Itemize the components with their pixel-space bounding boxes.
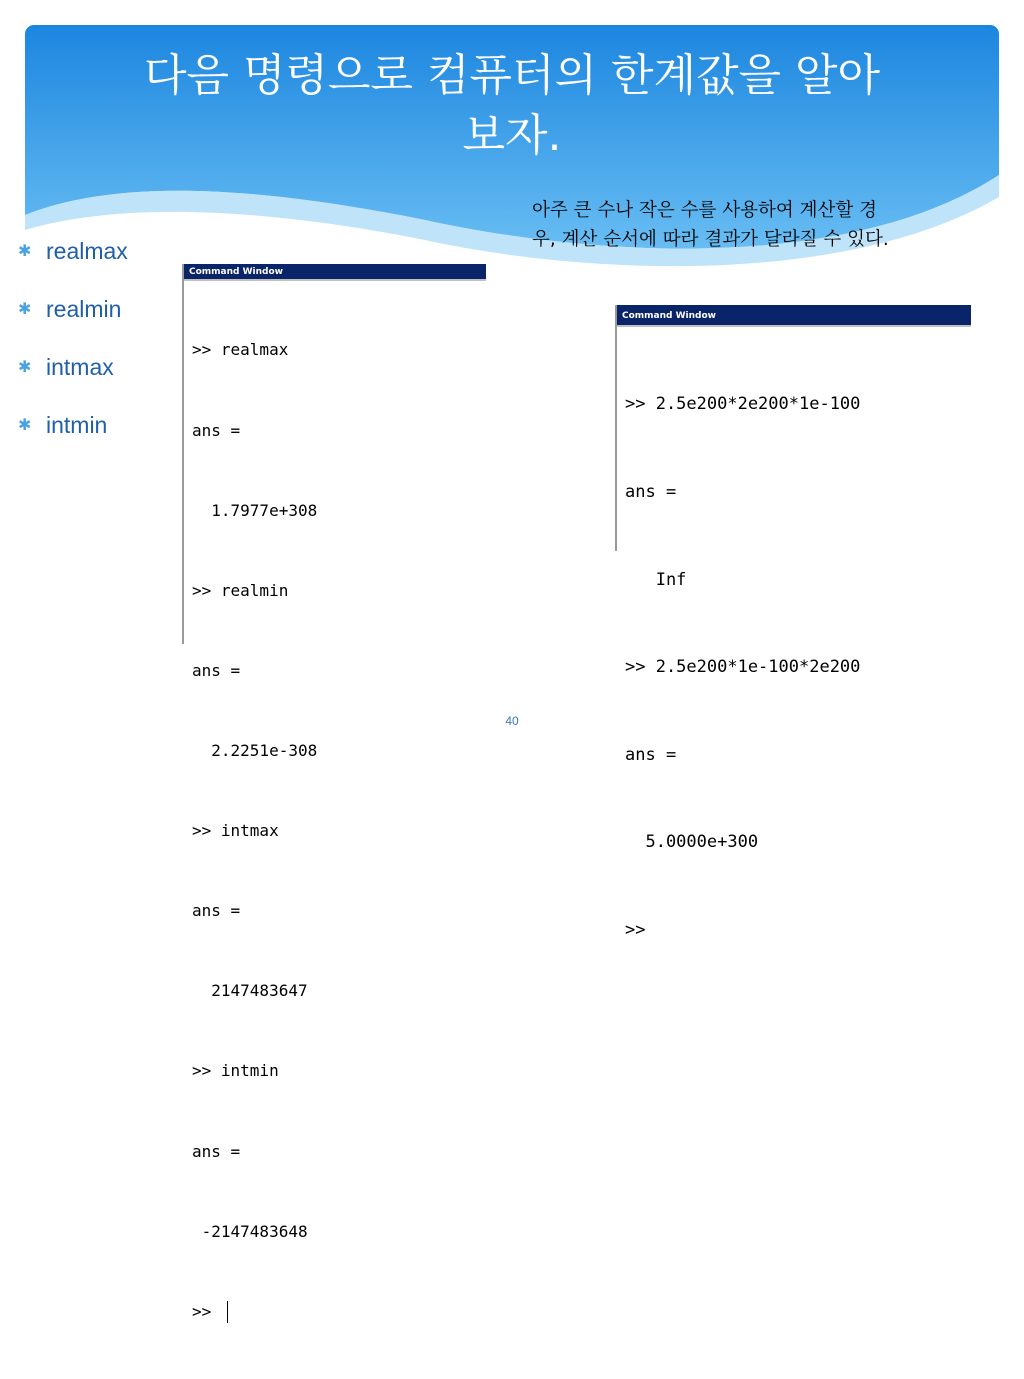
text-cursor [227, 1301, 228, 1323]
command-prompt: >> [192, 1301, 221, 1321]
title-line-1: 다음 명령으로 컴퓨터의 한계값을 알아 [143, 50, 880, 101]
bullet-text: intmin [46, 411, 108, 438]
command-line: 2147483647 [192, 981, 308, 1001]
command-window-titlebar: Command Window [184, 264, 486, 281]
bullet-text: intmax [46, 353, 114, 380]
command-line: ans = [192, 901, 241, 921]
bullet-text: realmin [46, 295, 122, 322]
command-line: ans = [625, 744, 677, 765]
command-window-output[interactable] [617, 327, 971, 1004]
command-line: >> realmin [192, 580, 289, 600]
asterisk-bullet-icon: ✱ [18, 301, 32, 318]
command-window-limits [182, 264, 486, 1321]
command-line: 1.7977e+308 [192, 500, 318, 520]
asterisk-bullet-icon: ✱ [18, 359, 32, 376]
title-line-2: 보자. [462, 110, 562, 161]
command-line: >> intmin [192, 1061, 279, 1081]
bullet-list [18, 222, 128, 454]
command-line: 5.0000e+300 [625, 832, 759, 853]
bullet-item [18, 222, 128, 280]
command-line: 2.2251e-308 [192, 740, 318, 760]
bullet-item [18, 280, 128, 338]
command-line: Inf [625, 569, 687, 590]
command-line: ans = [625, 482, 677, 503]
command-window-titlebar: Command Window [617, 305, 971, 327]
command-prompt[interactable]: >> [625, 920, 646, 941]
bullet-item [18, 396, 128, 454]
command-line: ans = [192, 1141, 241, 1161]
command-line: ans = [192, 420, 241, 440]
asterisk-bullet-icon: ✱ [18, 417, 32, 434]
page-number: 40 [505, 714, 519, 728]
command-window-order [615, 305, 971, 941]
command-line: >> 2.5e200*1e-100*2e200 [625, 657, 861, 678]
command-line: ans = [192, 660, 241, 680]
bullet-item [18, 338, 128, 396]
command-line: >> realmax [192, 340, 289, 360]
asterisk-bullet-icon: ✱ [18, 243, 32, 260]
command-prompt-line[interactable] [192, 1299, 486, 1326]
command-line: -2147483648 [192, 1221, 308, 1241]
bullet-text: realmax [46, 237, 128, 264]
slide-title [60, 46, 964, 166]
command-line: >> intmax [192, 821, 279, 841]
command-line: >> 2.5e200*2e200*1e-100 [625, 394, 861, 415]
calculation-order-note: 아주 큰 수나 작은 수를 사용하여 계산할 경 우, 계산 순서에 따라 결과가 달라질 수 있다. [532, 200, 889, 250]
command-window-output[interactable] [184, 281, 486, 1379]
